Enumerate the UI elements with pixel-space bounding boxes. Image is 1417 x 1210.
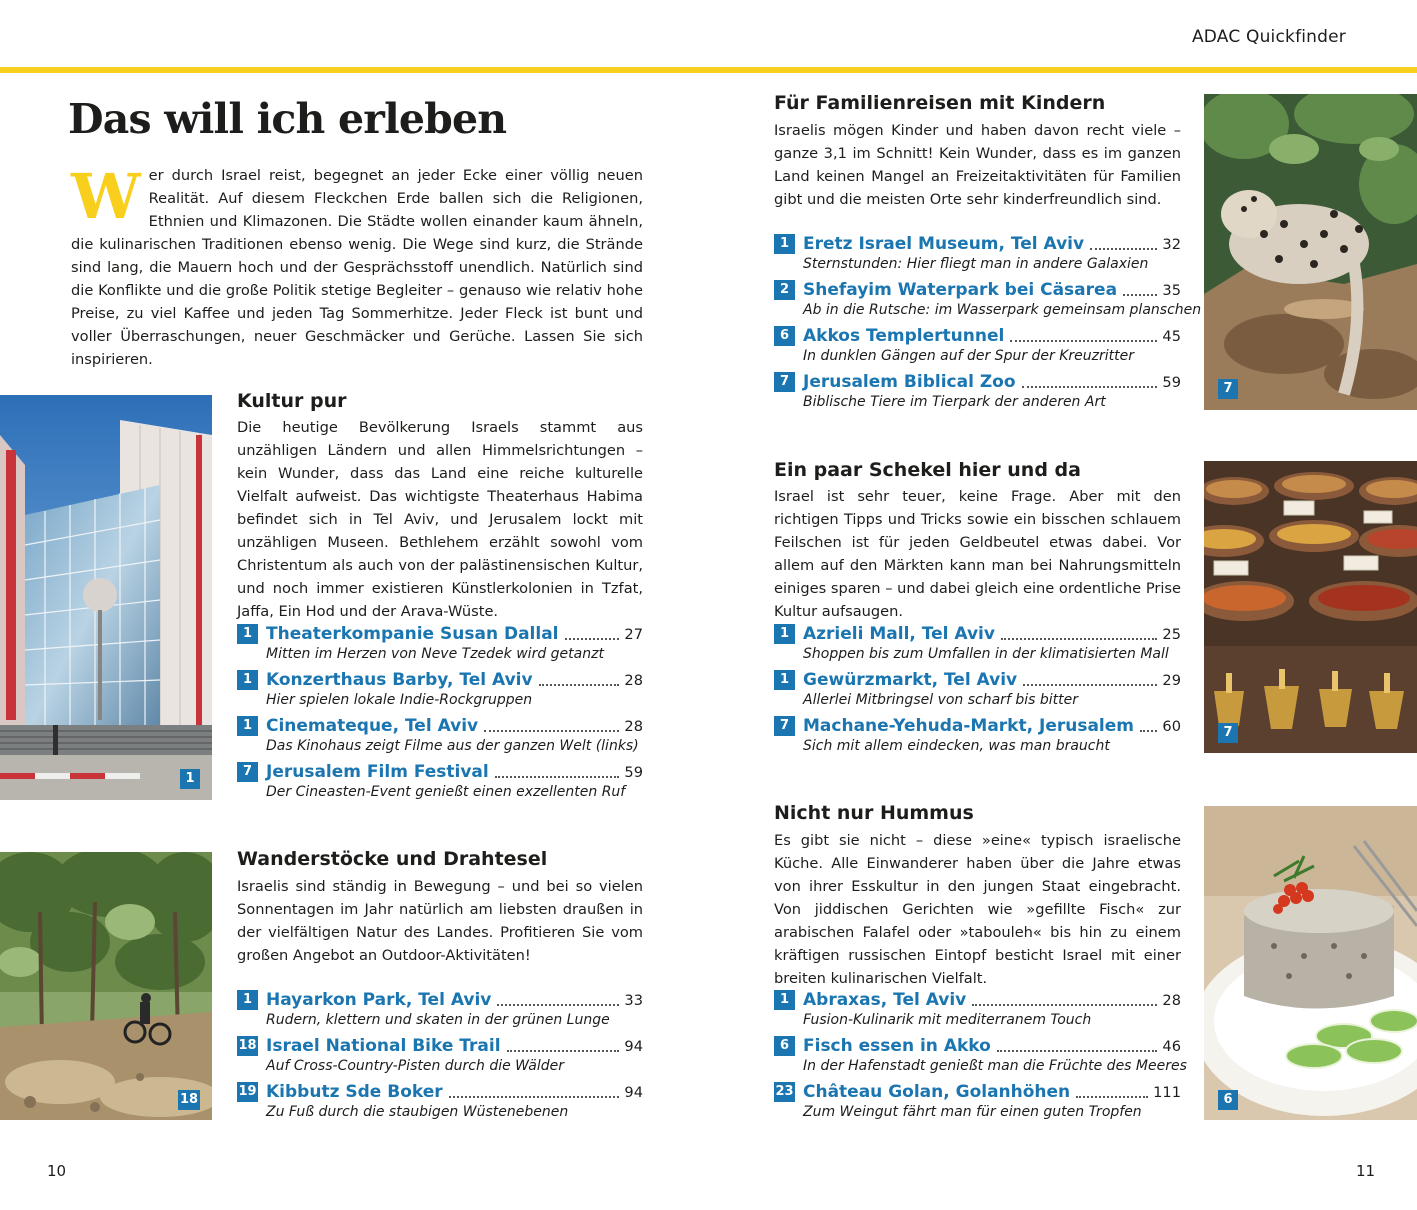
entry-title[interactable]: Theaterkompanie Susan Dallal xyxy=(266,624,559,644)
photo-badge: 18 xyxy=(178,1090,200,1110)
location-number: 1 xyxy=(774,234,795,254)
page-number-left: 10 xyxy=(47,1162,67,1180)
section-heading-hummus: Nicht nur Hummus xyxy=(774,802,974,824)
page-ref: 29 xyxy=(1162,671,1181,689)
entry-title[interactable]: Akkos Templertunnel xyxy=(803,326,1005,346)
photo-badge: 7 xyxy=(1218,379,1238,399)
page-ref: 35 xyxy=(1162,281,1181,299)
entry-description: In der Hafenstadt genießt man die Früchte des Meeres xyxy=(803,1058,1187,1074)
list-item[interactable] xyxy=(237,622,643,668)
list-item[interactable] xyxy=(237,1080,643,1126)
entry-title[interactable]: Fisch essen in Akko xyxy=(803,1036,991,1056)
page-ref: 46 xyxy=(1162,1037,1181,1055)
running-header: ADAC Quickfinder xyxy=(1191,27,1346,47)
spice-market-photo xyxy=(1204,461,1417,753)
photo-badge: 7 xyxy=(1218,723,1238,743)
location-number: 1 xyxy=(237,990,258,1010)
leader-dots xyxy=(1076,1096,1148,1098)
location-number: 6 xyxy=(774,326,795,346)
leader-dots xyxy=(449,1096,620,1098)
leader-dots xyxy=(1123,294,1157,296)
entry-description: Hier spielen lokale Indie-Rockgruppen xyxy=(266,692,533,708)
location-number: 6 xyxy=(774,1036,795,1056)
page-ref: 60 xyxy=(1162,717,1181,735)
entry-description: In dunklen Gängen auf der Spur der Kreuzritter xyxy=(803,348,1135,364)
entry-description: Fusion-Kulinarik mit mediterranem Touch xyxy=(803,1012,1092,1028)
section-body-familie: Israelis mögen Kinder und haben davon recht viele – ganze 3,1 im Schnitt! Kein Wunder, dass es im ganzen Land keinen Mangel an Freizeitaktivitäten für Familien gibt und die meisten Orte sehr kinderfreundlich sind. xyxy=(774,122,1181,208)
location-number: 7 xyxy=(237,762,258,782)
entry-title[interactable]: Château Golan, Golanhöhen xyxy=(803,1082,1071,1102)
dropcap: W xyxy=(71,160,141,233)
list-item[interactable] xyxy=(774,714,1181,760)
entry-title[interactable]: Shefayim Waterpark bei Cäsarea xyxy=(803,280,1118,300)
page-ref: 33 xyxy=(624,991,643,1009)
section-body-wandern: Israelis sind ständig in Bewegung – und bei so vielen Sonnentagen im Jahr natürlich am liebsten draußen in der vielfältigen Natur des Landes. Profitieren Sie vom großen Angebot an Outdoor-Aktivitäten! xyxy=(237,878,643,964)
location-number: 1 xyxy=(237,670,258,690)
section-body-hummus: Es gibt sie nicht – diese »eine« typisch israelische Küche. Alle Einwanderer haben über die Jahre etwas von ihrer Esskultur in den jungen Staat eingebracht. Von jiddischen Gerichten wie »gefillte Fisch« zur arabischen Falafel oder »tabouleh« bis hin zu einem kräftigen russischen Eintopf besticht Israel mit einer breiten kulinarischen Vielfalt. xyxy=(774,832,1181,987)
page-ref: 94 xyxy=(624,1083,643,1101)
leader-dots xyxy=(997,1050,1158,1052)
location-number: 2 xyxy=(774,280,795,300)
entry-title[interactable]: Cinemateque, Tel Aviv xyxy=(266,716,479,736)
entry-description: Zu Fuß durch die staubigen Wüstenebenen xyxy=(266,1104,569,1120)
list-item[interactable] xyxy=(774,370,1181,416)
entry-title[interactable]: Abraxas, Tel Aviv xyxy=(803,990,967,1010)
entry-description: Zum Weingut fährt man für einen guten Tropfen xyxy=(803,1104,1142,1120)
entry-title[interactable]: Jerusalem Film Festival xyxy=(266,762,489,782)
location-number: 23 xyxy=(774,1082,795,1102)
leader-dots xyxy=(1010,340,1157,342)
leader-dots xyxy=(539,684,620,686)
page-ref: 59 xyxy=(1162,373,1181,391)
location-number: 1 xyxy=(237,624,258,644)
page-number-right: 11 xyxy=(1356,1162,1376,1180)
entry-description: Sternstunden: Hier fliegt man in andere Galaxien xyxy=(803,256,1149,272)
location-number: 1 xyxy=(774,624,795,644)
list-item[interactable] xyxy=(237,714,643,760)
location-number: 19 xyxy=(237,1082,258,1102)
section-body-schekel: Israel ist sehr teuer, keine Frage. Aber mit den richtigen Tipps und Tricks sowie ein bisschen schlauem Feilschen ist für jeden Geldbeutel etwas dabei. Vor allem auf den Märkten kann man bei Nahrungsmitteln einiges sparen – und dabei gleich eine ordentliche Prise Kultur aufsaugen. xyxy=(774,488,1181,620)
list-item[interactable] xyxy=(774,278,1202,324)
list-item[interactable] xyxy=(774,622,1181,668)
leader-dots xyxy=(1023,684,1157,686)
entry-title[interactable]: Israel National Bike Trail xyxy=(266,1036,501,1056)
entry-description: Das Kinohaus zeigt Filme aus der ganzen Welt (links) xyxy=(266,738,639,754)
theater-building-photo xyxy=(0,395,212,800)
entry-description: Shoppen bis zum Umfallen in der klimatisierten Mall xyxy=(803,646,1169,662)
list-item[interactable] xyxy=(774,324,1181,370)
page-ref: 94 xyxy=(624,1037,643,1055)
page-ref: 45 xyxy=(1162,327,1181,345)
list-item[interactable] xyxy=(774,988,1181,1034)
leader-dots xyxy=(1001,638,1157,640)
section-heading-wandern: Wanderstöcke und Drahtesel xyxy=(237,848,548,870)
leader-dots xyxy=(1022,386,1158,388)
leader-dots xyxy=(497,1004,619,1006)
leader-dots xyxy=(484,730,619,732)
section-heading-familie: Für Familienreisen mit Kindern xyxy=(774,92,1106,114)
leader-dots xyxy=(1140,730,1157,732)
location-number: 1 xyxy=(237,716,258,736)
page-ref: 111 xyxy=(1153,1083,1181,1101)
list-item[interactable] xyxy=(774,668,1181,714)
leader-dots xyxy=(507,1050,620,1052)
entry-description: Biblische Tiere im Tierpark der anderen Art xyxy=(803,394,1106,410)
page-title: Das will ich erleben xyxy=(68,95,507,143)
intro-paragraph xyxy=(71,160,643,371)
page-ref: 32 xyxy=(1162,235,1181,253)
entry-title[interactable]: Machane-Yehuda-Markt, Jerusalem xyxy=(803,716,1134,736)
leader-dots xyxy=(1090,248,1157,250)
entry-description: Der Cineasten-Event genießt einen exzellenten Ruf xyxy=(266,784,626,800)
page-ref: 28 xyxy=(624,717,643,735)
page-ref: 28 xyxy=(624,671,643,689)
entry-title[interactable]: Azrieli Mall, Tel Aviv xyxy=(803,624,995,644)
list-item[interactable] xyxy=(774,1080,1181,1126)
photo-badge: 1 xyxy=(180,769,200,789)
list-item[interactable] xyxy=(774,232,1181,278)
entry-title[interactable]: Konzerthaus Barby, Tel Aviv xyxy=(266,670,533,690)
location-number: 18 xyxy=(237,1036,258,1056)
intro-text: er durch Israel reist, begegnet an jeder Ecke einer völlig neuen Realität. Auf diesem Fleckchen Erde ballen sich die Religionen, Ethnien und Klimazonen. Die Städte wollen einander kaum ähneln, die kulinarischen Traditionen ebenso wenig. Die Wege sind kurz, die Strände sind lang, die Mauern hoch und der Gesprächsstoff unendlich. Natürlich sind die Konflikte und die große Politik stetige Begleiter – genauso wie relativ hohe Preise, zu viel Kaffee und jeden Tag Sommerhitze. Jeder Fleck ist bunt und voller Überraschungen, neuer Geschmäcker und Gerüche. Lassen Sie sich inspirieren. xyxy=(71,167,643,368)
leader-dots xyxy=(565,638,620,640)
header-rule xyxy=(0,67,1417,73)
entry-title[interactable]: Jerusalem Biblical Zoo xyxy=(803,372,1016,392)
section-heading-schekel: Ein paar Schekel hier und da xyxy=(774,459,1081,481)
list-item[interactable] xyxy=(237,668,643,714)
leader-dots xyxy=(495,776,620,778)
list-item[interactable] xyxy=(237,760,643,806)
leopard-zoo-photo xyxy=(1204,94,1417,410)
entry-description: Allerlei Mitbringsel von scharf bis bitter xyxy=(803,692,1078,708)
entry-description: Auf Cross-Country-Pisten durch die Wälder xyxy=(266,1058,564,1074)
page-ref: 59 xyxy=(624,763,643,781)
page-ref: 28 xyxy=(1162,991,1181,1009)
location-number: 7 xyxy=(774,372,795,392)
page-ref: 25 xyxy=(1162,625,1181,643)
page-ref: 27 xyxy=(624,625,643,643)
location-number: 1 xyxy=(774,670,795,690)
fish-dish-photo xyxy=(1204,806,1417,1120)
entry-description: Ab in die Rutsche: im Wasserpark gemeinsam planschen xyxy=(803,302,1202,318)
list-item[interactable] xyxy=(237,1034,643,1080)
list-item[interactable] xyxy=(774,1034,1187,1080)
mountain-bike-forest-photo xyxy=(0,852,212,1120)
entry-description: Mitten im Herzen von Neve Tzedek wird getanzt xyxy=(266,646,604,662)
location-number: 7 xyxy=(774,716,795,736)
leader-dots xyxy=(972,1004,1157,1006)
entry-title[interactable]: Eretz Israel Museum, Tel Aviv xyxy=(803,234,1085,254)
list-item[interactable] xyxy=(237,988,643,1034)
entry-title[interactable]: Hayarkon Park, Tel Aviv xyxy=(266,990,492,1010)
entry-description: Rudern, klettern und skaten in der grünen Lunge xyxy=(266,1012,610,1028)
section-body-kultur: Die heutige Bevölkerung Israels stammt aus unzähligen Ländern und allen Himmelsrichtungen – kein Wunder, dass das Land eine reiche kulturelle Vielfalt aufweist. Das wichtigste Theaterhaus Habima befindet sich in Tel Aviv, und Jerusalem lockt mit unzähligen Museen. Bethlehem erzählt sowohl vom Christentum als auch von der palästinensischen Kultur, und noch immer existieren Künstlerkolonien in Tzfat, Jaffa, Ein Hod und der Arava-Wüste. xyxy=(237,419,643,620)
entry-title[interactable]: Kibbutz Sde Boker xyxy=(266,1082,443,1102)
photo-badge: 6 xyxy=(1218,1090,1238,1110)
entry-description: Sich mit allem eindecken, was man braucht xyxy=(803,738,1110,754)
entry-title[interactable]: Gewürzmarkt, Tel Aviv xyxy=(803,670,1018,690)
location-number: 1 xyxy=(774,990,795,1010)
section-heading-kultur: Kultur pur xyxy=(237,390,347,412)
